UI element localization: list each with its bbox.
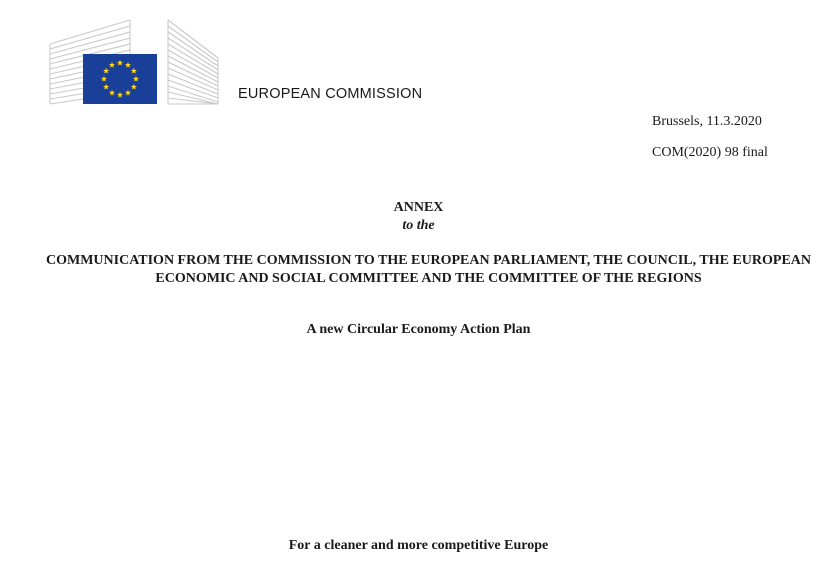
place-date: Brussels, 11.3.2020: [652, 114, 762, 129]
eu-commission-logo-icon: [48, 18, 220, 106]
eu-flag-icon: [83, 54, 157, 104]
to-the-subheading: to the: [402, 218, 435, 233]
eu-commission-logo-icon: [48, 18, 220, 106]
tagline: For a cleaner and more competitive Europe: [288, 538, 549, 553]
building-right-wing: [168, 20, 218, 104]
organization-name: EUROPEAN COMMISSION: [238, 86, 423, 102]
annex-heading: ANNEX: [393, 200, 444, 215]
communication-title: COMMUNICATION FROM THE COMMISSION TO THE EUROPEAN PARLIAMENT, THE COUNCIL, THE EUROPEAN ECONOMIC AND SOCIAL COMMITTEE AND THE COMMITTEE OF THE REGIONS: [45, 253, 812, 286]
action-plan-title: A new Circular Economy Action Plan: [306, 322, 531, 337]
document-reference: COM(2020) 98 final: [652, 145, 768, 160]
